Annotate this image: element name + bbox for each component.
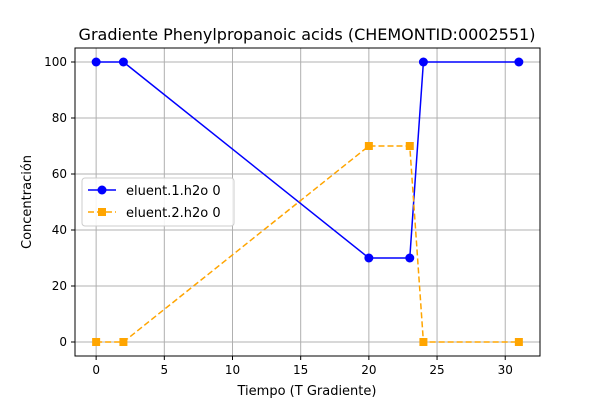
x-tick-label: 5	[160, 363, 169, 377]
x-tick-label: 20	[361, 363, 377, 377]
data-point	[514, 58, 523, 67]
x-tick-label: 25	[429, 363, 445, 377]
y-tick-label: 0	[59, 335, 67, 349]
y-tick-label: 60	[51, 167, 67, 181]
y-axis-label: Concentración	[20, 154, 35, 250]
x-tick-label: 10	[224, 363, 241, 377]
data-point	[419, 338, 427, 346]
y-tick-label: 100	[44, 55, 67, 69]
legend-label: eluent.1.h2o 0	[126, 184, 221, 199]
y-tick-label: 20	[51, 279, 67, 293]
data-point	[419, 58, 428, 67]
data-point	[364, 254, 373, 263]
legend-marker	[98, 208, 106, 216]
data-point	[92, 58, 101, 67]
legend	[82, 178, 234, 226]
data-point	[515, 338, 523, 346]
x-tick-label: 0	[92, 363, 100, 377]
data-point	[405, 254, 414, 263]
series-line-1	[96, 62, 519, 258]
legend-label: eluent.2.h2o 0	[126, 206, 221, 221]
x-axis-label: Tiempo (T Gradiente)	[237, 384, 377, 399]
chart-title: Gradiente Phenylpropanoic acids (CHEMONTID:0002551)	[78, 25, 536, 44]
y-tick-label: 40	[51, 223, 67, 237]
data-point	[365, 142, 373, 150]
data-point	[119, 338, 127, 346]
x-tick-label: 30	[497, 363, 513, 377]
data-point	[406, 142, 414, 150]
legend-marker	[98, 186, 107, 195]
data-point	[92, 338, 100, 346]
x-tick-label: 15	[293, 363, 309, 377]
series-line-2	[96, 146, 519, 342]
data-point	[119, 58, 128, 67]
y-tick-label: 80	[51, 111, 67, 125]
